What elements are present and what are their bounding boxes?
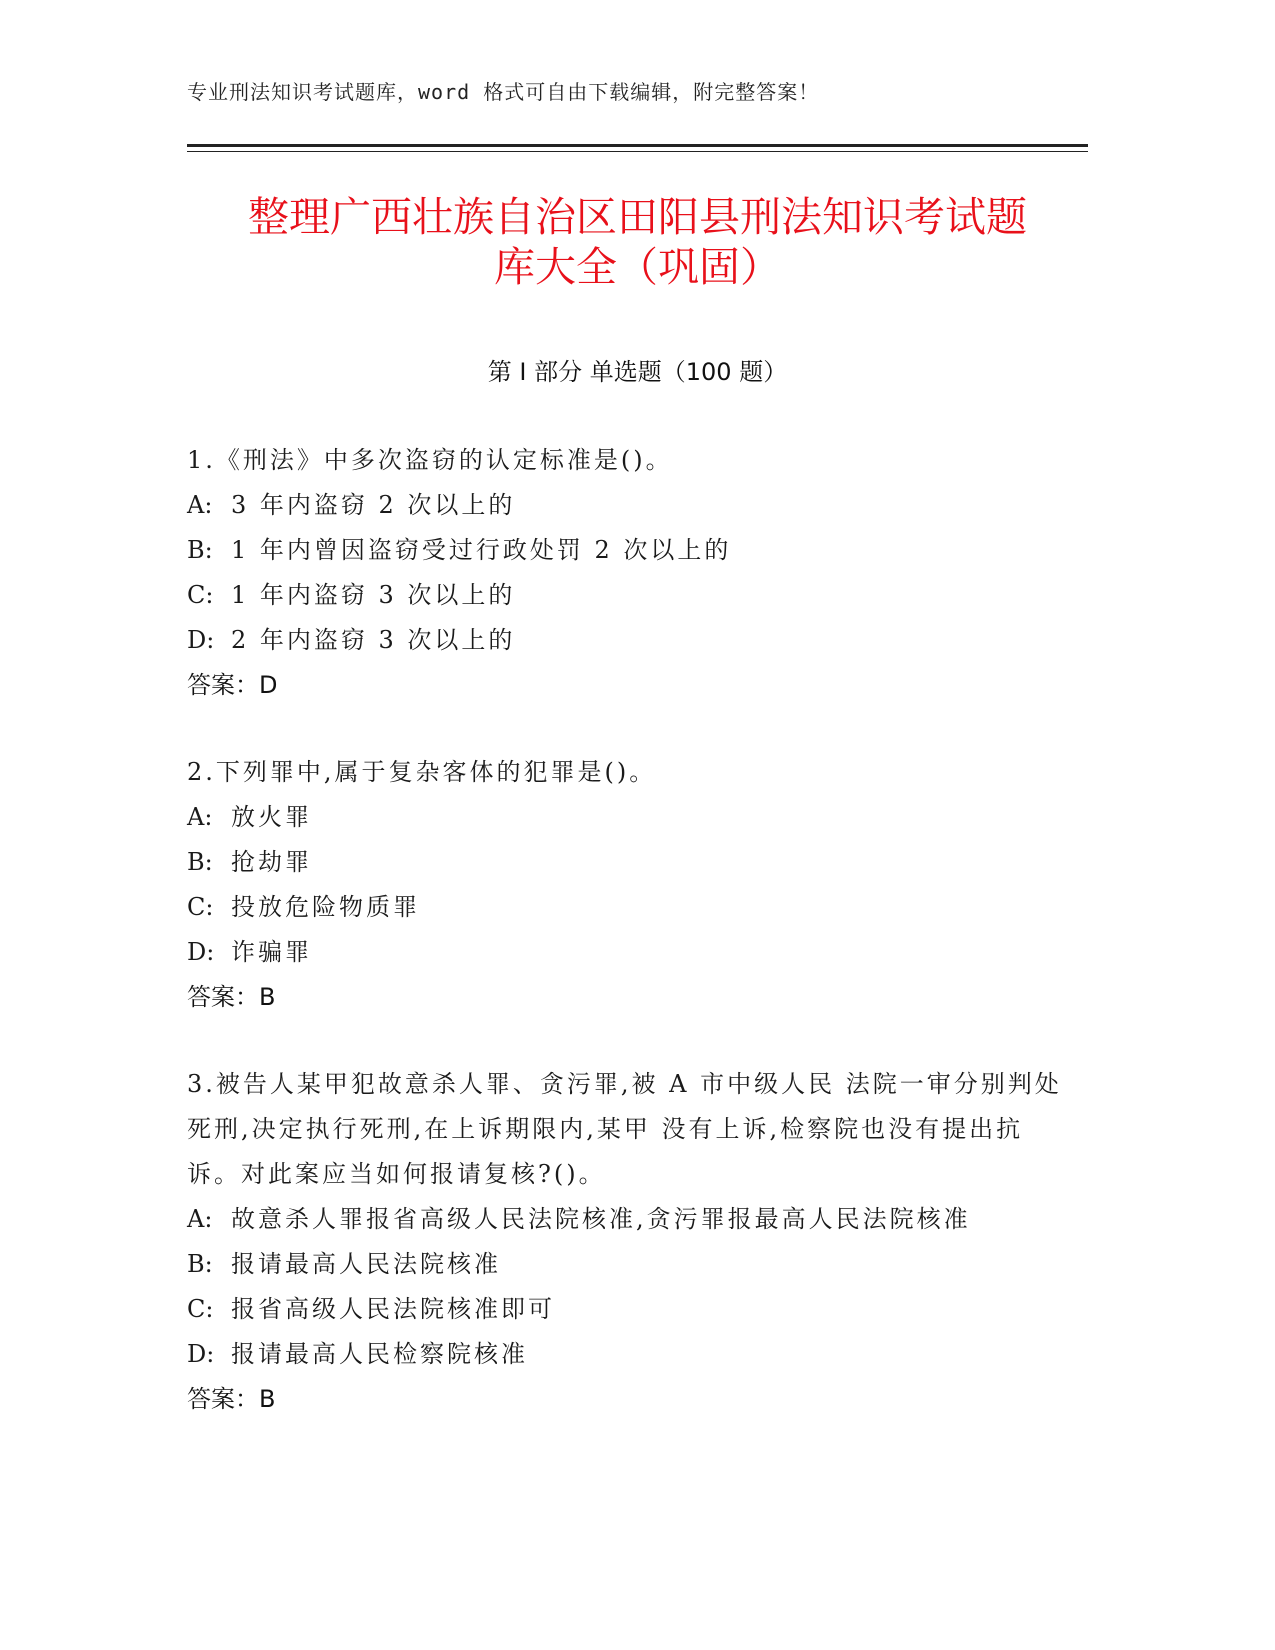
- header-divider-thick: [187, 144, 1088, 147]
- option-c: [187, 1287, 1067, 1332]
- option-text: 报省高级人民法院核准即可: [231, 1295, 555, 1323]
- answer-line: [187, 663, 1067, 708]
- title-line: 库大全（巩固）: [494, 243, 781, 291]
- option-text: 2 年内盗窃 3 次以上的: [231, 626, 516, 654]
- option-d: [187, 1332, 1067, 1377]
- option-letter: A:: [187, 491, 213, 519]
- option-text: 1 年内曾因盗窃受过行政处罚 2 次以上的: [231, 536, 732, 564]
- header-divider-thin: [187, 151, 1088, 152]
- option-text: 投放危险物质罪: [231, 893, 420, 921]
- answer-line: [187, 975, 1067, 1020]
- question-item: [187, 438, 1067, 708]
- question-list: [187, 438, 1067, 1464]
- option-letter: C:: [187, 581, 214, 609]
- option-letter: B:: [187, 1250, 213, 1278]
- option-d: [187, 618, 1067, 663]
- question-text: 3.被告人某甲犯故意杀人罪、贪污罪,被 A 市中级人民 法院一审分别判处死刑,决定执行死刑,在上诉期限内,某甲 没有上诉,检察院也没有提出抗诉。对此案应当如何报请复核?()。: [187, 1070, 1062, 1188]
- option-c: [187, 885, 1067, 930]
- answer-label: 答案：: [187, 983, 259, 1011]
- option-letter: C:: [187, 893, 214, 921]
- question-item: [187, 750, 1067, 1020]
- option-text: 3 年内盗窃 2 次以上的: [231, 491, 516, 519]
- option-letter: D:: [187, 626, 215, 654]
- header-note: 专业刑法知识考试题库，word 格式可自由下载编辑，附完整答案！: [187, 80, 820, 104]
- option-letter: D:: [187, 938, 215, 966]
- option-text: 报请最高人民检察院核准: [231, 1340, 528, 1368]
- answer-value: B: [259, 1385, 276, 1413]
- answer-label: 答案：: [187, 671, 259, 699]
- option-letter: D:: [187, 1340, 215, 1368]
- answer-value: B: [259, 983, 276, 1011]
- option-d: [187, 930, 1067, 975]
- answer-value: D: [259, 671, 278, 699]
- answer-label: 答案：: [187, 1385, 259, 1413]
- answer-line: [187, 1377, 1067, 1422]
- option-a: [187, 795, 1067, 840]
- option-c: [187, 573, 1067, 618]
- option-text: 诈骗罪: [231, 938, 312, 966]
- option-b: [187, 528, 1067, 573]
- option-a: [187, 1197, 1067, 1242]
- option-text: 放火罪: [231, 803, 312, 831]
- document-title: [187, 192, 1088, 292]
- option-text: 抢劫罪: [231, 848, 312, 876]
- option-letter: C:: [187, 1295, 214, 1323]
- option-text: 报请最高人民法院核准: [231, 1250, 501, 1278]
- option-text: 故意杀人罪报省高级人民法院核准,贪污罪报最高人民法院核准: [231, 1205, 971, 1233]
- option-text: 1 年内盗窃 3 次以上的: [231, 581, 516, 609]
- section-heading: 第 I 部分 单选题（100 题）: [487, 358, 788, 386]
- option-a: [187, 483, 1067, 528]
- option-b: [187, 1242, 1067, 1287]
- option-letter: A:: [187, 803, 213, 831]
- option-b: [187, 840, 1067, 885]
- title-line: 整理广西壮族自治区田阳县刑法知识考试题: [248, 193, 1027, 241]
- option-letter: B:: [187, 848, 213, 876]
- question-item: [187, 1062, 1067, 1422]
- option-letter: B:: [187, 536, 213, 564]
- question-text: 1.《刑法》中多次盗窃的认定标准是()。: [187, 446, 673, 474]
- question-text: 2.下列罪中,属于复杂客体的犯罪是()。: [187, 758, 657, 786]
- option-letter: A:: [187, 1205, 213, 1233]
